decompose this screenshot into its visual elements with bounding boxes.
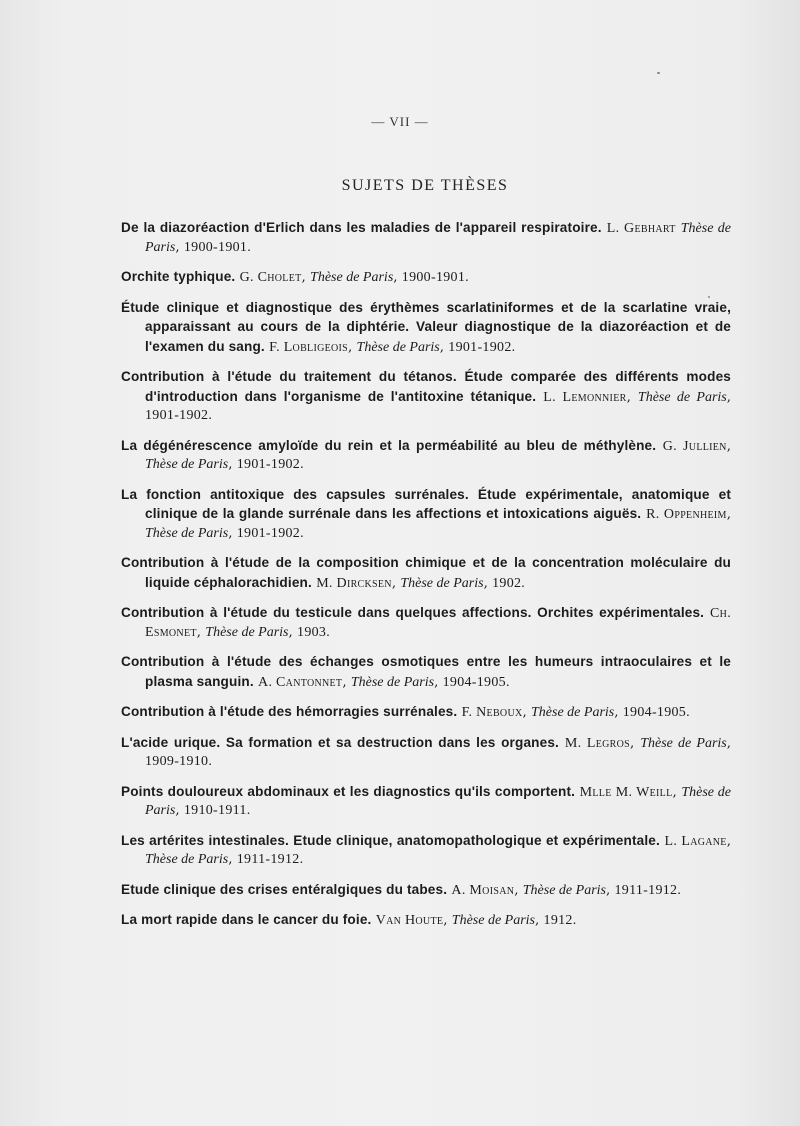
thesis-years: 1904-1905. [622, 705, 690, 720]
thesis-years: 1902. [492, 575, 526, 591]
thesis-source: Thèse de Paris [356, 339, 440, 355]
thesis-entry: La dégénérescence amyloïde du rein et la perméabilité au bleu de méthylène. G. Jullien, Thèse de Paris, 1901-1902. [121, 437, 731, 472]
thesis-author: G. Cholet [239, 270, 302, 285]
paper-speck [708, 296, 710, 298]
thesis-title: Contribution à l'étude des hémorragies surrénales. [121, 704, 458, 719]
page-number: — VII — [371, 114, 429, 129]
thesis-author: Ch. Esmonet [145, 606, 731, 640]
thesis-title: Contribution à l'étude du testicule dans quelques affections. Orchites expérimentales. [121, 605, 705, 620]
thesis-list [121, 219, 731, 931]
thesis-source: Thèse de Paris [350, 674, 435, 690]
thesis-title: La fonction antitoxique des capsules surrénales. Étude expérimentale, anatomique et clinique de la glande surrénale dans les affections et intoxications aiguës. [121, 486, 731, 521]
thesis-source: Thèse de Paris [400, 575, 484, 591]
thesis-entry: Contribution à l'étude du testicule dans quelques affections. Orchites expérimentales. Ch. Esmonet, Thèse de Paris, 1903. [121, 605, 731, 640]
thesis-entry: Orchite typhique. G. Cholet, Thèse de Paris, 1900-1901. [121, 269, 469, 285]
thesis-title: Orchite typhique. [121, 269, 236, 284]
thesis-title: Points douloureux abdominaux et les diagnostics qu'ils comportent. [121, 783, 576, 799]
thesis-entry: Contribution à l'étude de la composition chimique et de la concentration moléculaire du liquide céphalorachidien. M. Dircksen, Thèse de Paris, 1902. [121, 555, 731, 591]
thesis-years: 1900-1901. [401, 270, 469, 285]
thesis-source: Thèse de Paris [205, 624, 289, 640]
thesis-entry: Contribution à l'étude des échanges osmotiques entre les humeurs intraoculaires et le plasma sanguin. A. Cantonnet, Thèse de Paris, 1904-1905. [121, 654, 731, 690]
thesis-source: Thèse de Paris [531, 705, 615, 720]
thesis-years: 1912. [543, 913, 577, 928]
thesis-author: A. Moisan [451, 882, 515, 898]
thesis-years: 1911-1912. [236, 852, 304, 867]
thesis-author: Van Houte [375, 913, 444, 928]
thesis-years: 1911-1912. [614, 882, 682, 898]
thesis-source: Thèse de Paris [640, 735, 727, 751]
thesis-author: R. Oppenheim [646, 507, 727, 522]
thesis-source: Thèse de Paris [145, 852, 229, 867]
thesis-years: 1901-1902. [145, 408, 213, 423]
thesis-title: La dégénérescence amyloïde du rein et la perméabilité au bleu de méthylène. [121, 437, 657, 453]
thesis-author: L. Gebhart [606, 221, 676, 236]
thesis-entry: Contribution à l'étude du traitement du tétanos. Étude comparée des différents modes d'introduction dans l'organisme de l'antitoxine tétanique. L. Lemonnier, Thèse de Paris, 1901-1902. [121, 369, 732, 423]
thesis-entry: La fonction antitoxique des capsules surrénales. Étude expérimentale, anatomique et clinique de la glande surrénale dans les affections et intoxications aiguës. R. Oppenheim, Thèse de Paris, 1901-1902. [121, 486, 732, 541]
thesis-author: L. Lagane [664, 833, 727, 849]
thesis-author: Mlle M. Weill [579, 784, 673, 800]
thesis-author: G. Jullien [662, 438, 727, 454]
thesis-author: A. Cantonnet [258, 674, 343, 690]
thesis-source: Thèse de Paris [522, 882, 606, 898]
thesis-source: Thèse de Paris [145, 457, 229, 472]
thesis-author: F. Lobligeois [269, 339, 349, 355]
thesis-entry: La mort rapide dans le cancer du foie. Van Houte, Thèse de Paris, 1912. [121, 912, 577, 928]
thesis-entry: Etude clinique des crises entéralgiques du tabes. A. Moisan, Thèse de Paris, 1911-1912. [121, 881, 682, 898]
thesis-author: M. Dircksen [316, 575, 392, 591]
thesis-title: Contribution à l'étude du traitement du tétanos. Étude comparée des différents modes d'introduction dans l'organisme de l'antitoxine tétanique. [121, 369, 731, 404]
thesis-source: Thèse de Paris [451, 913, 535, 928]
thesis-title: Étude clinique et diagnostique des érythèmes scarlatiniformes et de la scarlatine vraie, apparaissant au cours de la diphtérie. Valeur diagnostique de la diazoréaction et de l'examen du sang. [121, 299, 731, 354]
thesis-author: L. Lemonnier [543, 389, 627, 405]
thesis-title: Les artérites intestinales. Etude clinique, anatomopathologique et expérimentale. [121, 832, 660, 848]
thesis-years: 1910-1911. [183, 803, 251, 818]
thesis-source: Thèse de Paris [637, 389, 727, 405]
thesis-author: M. Legros [564, 735, 631, 751]
thesis-entry: Les artérites intestinales. Etude clinique, anatomopathologique et expérimentale. L. Lagane, Thèse de Paris, 1911-1912. [121, 832, 731, 867]
thesis-title: De la diazoréaction d'Erlich dans les maladies de l'appareil respiratoire. [121, 220, 602, 235]
thesis-entry: Contribution à l'étude des hémorragies surrénales. F. Neboux, Thèse de Paris, 1904-1905. [121, 704, 690, 720]
thesis-source: Thèse de Paris [145, 525, 229, 541]
thesis-entry: De la diazoréaction d'Erlich dans les maladies de l'appareil respiratoire. L. Gebhart Thèse de Paris, 1900-1901. [121, 220, 731, 255]
paper-speck [657, 72, 660, 74]
thesis-entry: L'acide urique. Sa formation et sa destruction dans les organes. M. Legros, Thèse de Paris, 1909-1910. [121, 734, 732, 769]
thesis-title: L'acide urique. Sa formation et sa destruction dans les organes. [121, 734, 559, 750]
thesis-title: Etude clinique des crises entéralgiques du tabes. [121, 881, 448, 897]
thesis-title: La mort rapide dans le cancer du foie. [121, 912, 372, 927]
page-title: SUJETS DE THÈSES [341, 177, 509, 194]
thesis-source: Thèse de Paris [145, 784, 731, 818]
thesis-years: 1900-1901. [183, 239, 252, 255]
thesis-title: Contribution à l'étude de la composition chimique et de la concentration moléculaire du liquide céphalorachidien. [121, 555, 731, 590]
thesis-years: 1904-1905. [442, 674, 510, 690]
thesis-source: Thèse de Paris [145, 221, 731, 255]
thesis-years: 1901-1902. [448, 339, 516, 355]
thesis-years: 1901-1902. [236, 525, 304, 541]
thesis-title: Contribution à l'étude des échanges osmotiques entre les humeurs intraoculaires et le plasma sanguin. [121, 654, 731, 689]
thesis-entry: Étude clinique et diagnostique des érythèmes scarlatiniformes et de la scarlatine vraie, apparaissant au cours de la diphtérie. Valeur diagnostique de la diazoréaction et de l'examen du sang. F. Lobligeois, Thèse de Paris, 1901-1902. [121, 299, 731, 355]
thesis-years: 1901-1902. [236, 457, 304, 472]
thesis-author: F. Neboux [461, 705, 523, 720]
thesis-entry: Points douloureux abdominaux et les diagnostics qu'ils comportent. Mlle M. Weill, Thèse de Paris, 1910-1911. [121, 783, 731, 818]
thesis-years: 1909-1910. [145, 754, 213, 769]
thesis-source: Thèse de Paris [310, 270, 394, 285]
thesis-years: 1903. [297, 624, 331, 640]
